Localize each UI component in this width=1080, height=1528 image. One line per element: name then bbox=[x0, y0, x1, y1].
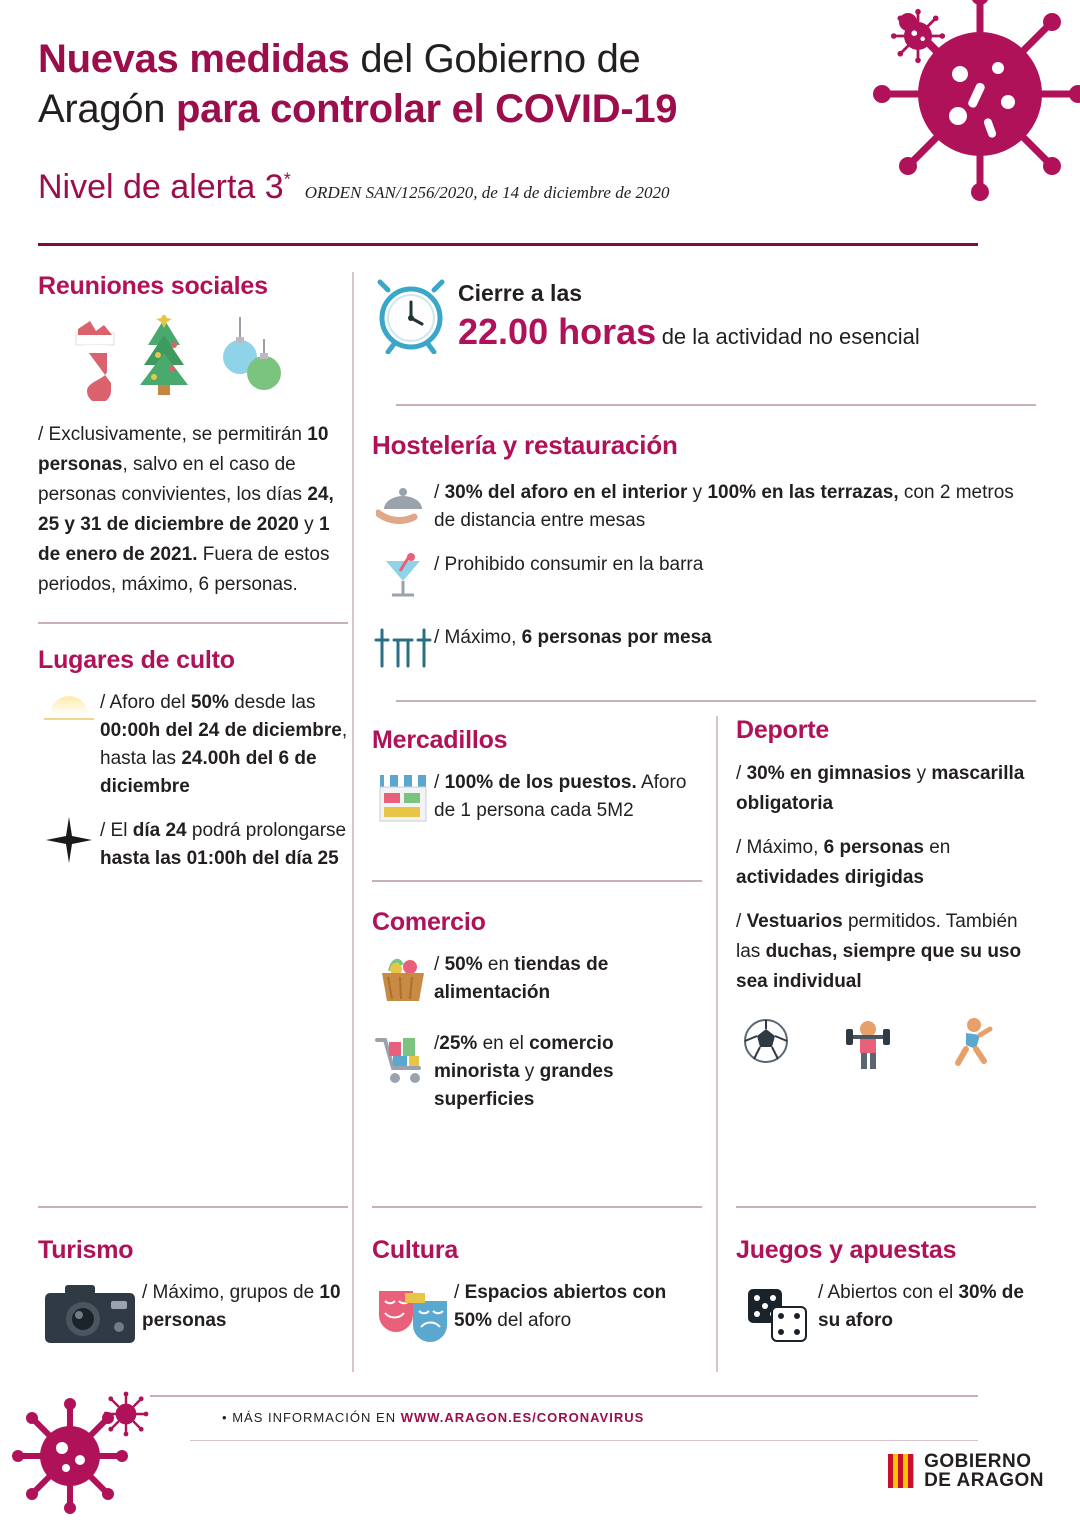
title-part-4: para controlar el COVID-19 bbox=[176, 87, 678, 131]
rule-left-1 bbox=[38, 622, 348, 624]
juegos-item bbox=[736, 1279, 1036, 1356]
title-part-2: del Gobierno de bbox=[349, 37, 641, 81]
title-part-3: Aragón bbox=[38, 87, 176, 131]
table-chairs-icon bbox=[372, 624, 434, 677]
left-column bbox=[38, 272, 348, 889]
turismo-text: / Máximo, grupos de 10 personas bbox=[142, 1282, 341, 1331]
juegos-text: / Abiertos con el 30% de su aforo bbox=[818, 1282, 1024, 1331]
gob-line-2: DE ARAGON bbox=[924, 1470, 1044, 1491]
gobierno-logo bbox=[888, 1452, 1044, 1490]
section-title-mercadillos: Mercadillos bbox=[372, 726, 508, 754]
coronavirus-icon bbox=[840, 0, 1080, 232]
market-stall-icon bbox=[372, 769, 434, 834]
page-title bbox=[38, 34, 868, 134]
column-divider-1 bbox=[352, 272, 354, 1372]
theatre-masks-icon bbox=[372, 1279, 454, 1350]
section-title-hosteleria: Hostelería y restauración bbox=[372, 430, 678, 460]
section-title-cultura: Cultura bbox=[372, 1236, 459, 1264]
turismo-item bbox=[38, 1279, 348, 1356]
deporte-item-2: / Máximo, 6 personas en actividades dirigidas bbox=[736, 837, 951, 888]
rule-under-mercadillos bbox=[372, 880, 702, 882]
footer-divider bbox=[150, 1395, 978, 1397]
hosteleria-item-3-text: / Máximo, 6 personas por mesa bbox=[434, 627, 712, 648]
cultura-item bbox=[372, 1279, 702, 1350]
alert-level-text: Nivel de alerta 3 bbox=[38, 168, 284, 206]
gobierno-logo-text bbox=[924, 1452, 1044, 1490]
turismo-section bbox=[38, 1236, 348, 1372]
rule-bottom-left bbox=[38, 1206, 348, 1208]
closing-hours: 22.00 horas bbox=[458, 311, 657, 352]
column-divider-2 bbox=[716, 716, 718, 1372]
hosteleria-item-1 bbox=[372, 479, 1038, 535]
closing-label: Cierre a las bbox=[458, 280, 583, 306]
mercadillos-item-1-text: / 100% de los puestos. Aforo de 1 persona cada 5M2 bbox=[434, 772, 687, 821]
rule-under-hosteleria bbox=[396, 700, 1036, 702]
star-icon bbox=[38, 817, 100, 870]
camera-icon bbox=[38, 1279, 142, 1356]
comercio-item-2 bbox=[372, 1030, 702, 1114]
serving-dome-icon bbox=[372, 479, 434, 534]
food-basket-icon bbox=[372, 951, 434, 1014]
cultura-section bbox=[372, 1236, 702, 1366]
deporte-section bbox=[736, 716, 1036, 1076]
cocktail-icon bbox=[372, 551, 434, 608]
christmas-icons bbox=[38, 315, 348, 406]
section-title-comercio: Comercio bbox=[372, 908, 486, 936]
header-divider bbox=[38, 243, 978, 246]
comercio-item-1-text: / 50% en tiendas de alimentación bbox=[434, 954, 609, 1003]
section-title-juegos: Juegos y apuestas bbox=[736, 1236, 957, 1264]
deporte-item-1: / 30% en gimnasios y mascarilla obligatoria bbox=[736, 763, 1025, 814]
rule-bottom-mid bbox=[372, 1206, 702, 1208]
comercio-item-2-text: /25% en el comercio minorista y grandes superficies bbox=[434, 1033, 614, 1110]
alert-level-row bbox=[38, 168, 670, 207]
hosteleria-item-1-text: / 30% del aforo en el interior y 100% en las terrazas, con 2 metros de distancia entre mesas bbox=[434, 482, 1014, 531]
asterisk: * bbox=[283, 169, 291, 190]
deporte-icons bbox=[736, 1011, 1036, 1076]
coronavirus-small-icon bbox=[890, 8, 946, 64]
section-title-reuniones: Reuniones sociales bbox=[38, 272, 268, 300]
coronavirus-footer-small-icon bbox=[102, 1390, 150, 1438]
closing-rest: de la actividad no esencial bbox=[661, 324, 920, 349]
rule-under-closing bbox=[396, 404, 1036, 406]
shopping-cart-icon bbox=[372, 1030, 434, 1097]
middle-column-hosteleria bbox=[372, 430, 1038, 693]
gob-line-1: GOBIERNO bbox=[924, 1451, 1032, 1472]
culto-item-2 bbox=[38, 817, 348, 873]
title-part-1: Nuevas medidas bbox=[38, 37, 350, 81]
reuniones-text: / Exclusivamente, se permitirán 10 personas, salvo en el caso de personas convivientes, los días 24, 25 y 31 de diciembre de 2020 y 1 de enero de 2021. Fuera de estos periodos, máximo, 6 personas. bbox=[38, 424, 334, 595]
comercio-item-1 bbox=[372, 951, 702, 1014]
alert-level bbox=[38, 168, 291, 207]
section-title-culto: Lugares de culto bbox=[38, 646, 235, 674]
hosteleria-item-2-text: / Prohibido consumir en la barra bbox=[434, 554, 704, 575]
order-reference: ORDEN SAN/1256/2020, de 14 de diciembre de 2020 bbox=[304, 183, 670, 202]
header bbox=[0, 0, 1080, 250]
title-line-1 bbox=[38, 34, 868, 84]
aragon-flag-icon bbox=[888, 1454, 914, 1488]
comercio-section bbox=[372, 908, 702, 1130]
hosteleria-item-3 bbox=[372, 624, 1038, 677]
footer-info bbox=[222, 1410, 644, 1425]
alarm-clock-icon bbox=[372, 276, 458, 367]
deporte-item-3: / Vestuarios permitidos. También las duchas, siempre que su uso sea individual bbox=[736, 911, 1022, 992]
juegos-section bbox=[736, 1236, 1036, 1372]
mercadillos-section bbox=[372, 726, 702, 850]
section-title-deporte: Deporte bbox=[736, 716, 830, 744]
footer-url[interactable]: WWW.ARAGON.ES/CORONAVIRUS bbox=[400, 1410, 645, 1425]
footer-bullet: • bbox=[222, 1410, 228, 1425]
culto-item-1 bbox=[38, 689, 348, 801]
closing-time-banner bbox=[372, 276, 1038, 367]
sunrise-icon bbox=[38, 689, 100, 736]
section-title-turismo: Turismo bbox=[38, 1236, 134, 1264]
hosteleria-item-2 bbox=[372, 551, 1038, 608]
cultura-text: / Espacios abiertos con 50% del aforo bbox=[454, 1282, 667, 1331]
culto-item-1-text: / Aforo del 50% desde las 00:00h del 24 de diciembre, hasta las 24.00h del 6 de diciembre bbox=[100, 692, 348, 797]
mercadillos-item-1 bbox=[372, 769, 702, 834]
dice-icon bbox=[736, 1279, 818, 1356]
culto-item-2-text: / El día 24 podrá prolongarse hasta las 01:00h del día 25 bbox=[100, 820, 347, 869]
footer-info-label: MÁS INFORMACIÓN EN bbox=[232, 1410, 401, 1425]
rule-bottom-right bbox=[736, 1206, 1036, 1208]
title-line-2 bbox=[38, 84, 868, 134]
footer-divider-2 bbox=[190, 1440, 978, 1441]
